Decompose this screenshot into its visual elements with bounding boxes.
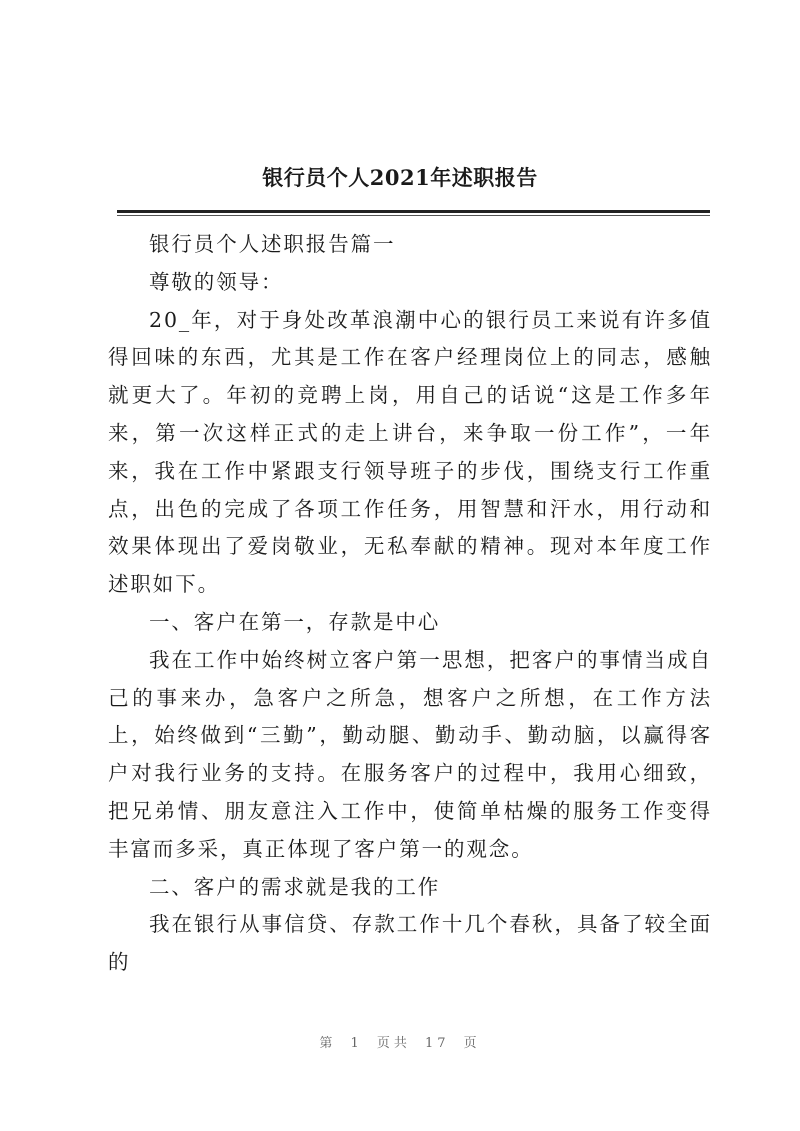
title-rule-thin xyxy=(117,215,710,216)
paragraph: 我在工作中始终树立客户第一思想，把客户的事情当成自己的事来办，急客户之所急，想客户之所想，在工作方法上，始终做到“三勤”，勤动腿、勤动手、勤动脑，以赢得客户对我行业务的支持。在服务客户的过程中，我用心细致，把兄弟情、朋友意注入工作中，使简单枯燥的服务工作变得丰富而多采，真正体现了客户第一的观念。 xyxy=(108,647,712,861)
title-rule-thick xyxy=(117,210,710,213)
salutation: 尊敬的领导： xyxy=(149,269,284,294)
section-heading: 二、客户的需求就是我的工作 xyxy=(149,874,441,899)
paragraph: 20_年，对于身处改革浪潮中心的银行员工来说有许多值得回味的东西，尤其是工作在客户经理岗位上的同志，感触就更大了。年初的竞聘上岗，用自己的话说“这是工作多年来，第一次这样正式的走上讲台，来争取一份工作”，一年来，我在工作中紧跟支行领导班子的步伐，围绕支行工作重点，出色的完成了各项工作任务，用智慧和汗水，用行动和效果体现出了爱岗敬业，无私奉献的精神。现对本年度工作述职如下。 xyxy=(108,307,712,597)
paragraph: 我在银行从事信贷、存款工作十几个春秋，具备了较全面的 xyxy=(108,912,712,975)
document-title: 银行员个人2021年述职报告 xyxy=(262,165,538,190)
document-body xyxy=(108,226,712,982)
section-heading: 一、客户在第一，存款是中心 xyxy=(149,609,441,634)
section-heading: 银行员个人述职报告篇一 xyxy=(149,232,396,256)
page-number: 第 1 页共 17 页 xyxy=(319,1036,481,1051)
